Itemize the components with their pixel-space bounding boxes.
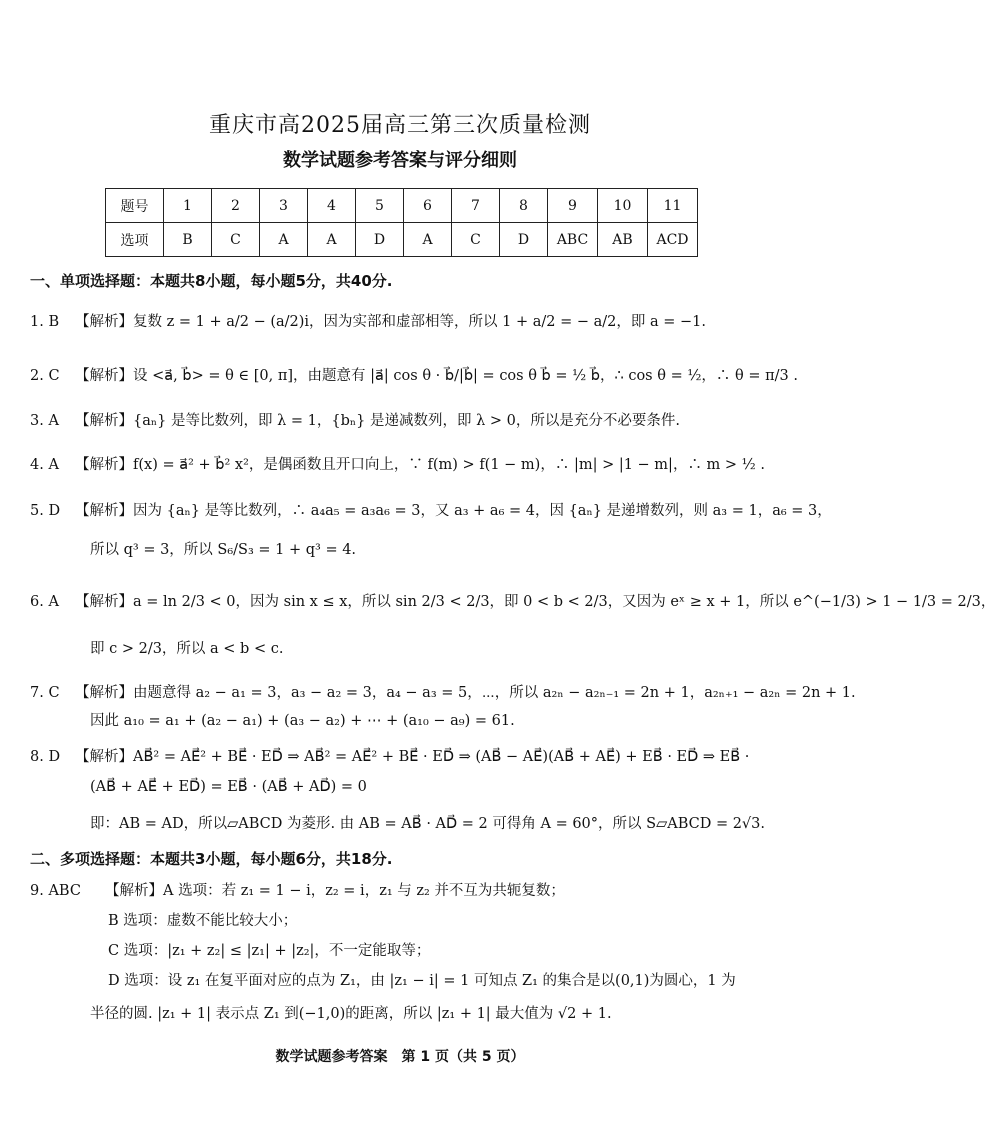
page-footer: 数学试题参考答案 第 1 页（共 5 页） (275, 1049, 525, 1065)
question-label: 5. D (30, 503, 61, 519)
solution-q9-b: B 选项：虚数不能比较大小； (108, 913, 298, 929)
solution-q4 (30, 455, 765, 475)
solution-q9-c: C 选项：|z₁ + z₂| ≤ |z₁| + |z₂|，不一定能取等； (108, 943, 431, 959)
solution-q5-cont: 所以 q³ = 3，所以 S₆/S₃ = 1 + q³ = 4. (90, 542, 357, 558)
solution-text: 【解析】f(x) = a⃗² + b⃗² x²，是偶函数且开口向上，∵ f(m) > f(1 − m)，∴ |m| > |1 − m|，∴ m > ½ . (75, 457, 765, 473)
solution-q9-d: D 选项：设 z₁ 在复平面对应的点为 Z₁，由 |z₁ − i| = 1 可知点 Z₁ 的集合是以(0,1)为圆心，1 为 (108, 973, 736, 989)
section-heading-single: 一、单项选择题：本题共8小题，每小题5分，共40分. (30, 272, 393, 290)
solution-q8 (30, 747, 749, 767)
solution-text: 【解析】a = ln 2/3 < 0，因为 sin x ≤ x，所以 sin 2/3 < 2/3，即 0 < b < 2/3，又因为 eˣ ≥ x + 1，所以 e^(−1/3) > 1 − 1/3 = 2/3， (75, 594, 995, 610)
solution-q5 (30, 501, 832, 521)
table-cell: 3 (260, 189, 308, 223)
question-label: 7. C (30, 685, 60, 701)
question-label: 6. A (30, 594, 59, 610)
solution-q3 (30, 411, 680, 431)
question-label: 9. ABC (30, 883, 81, 899)
table-cell: 7 (452, 189, 500, 223)
row-header: 选项 (106, 223, 164, 257)
table-cell: D (500, 223, 548, 257)
solution-text: 【解析】AB⃗² = AE⃗² + BE⃗ · ED⃗ ⇒ AB⃗² = AE⃗² + BE⃗ · ED⃗ ⇒ (AB⃗ − AE⃗)(AB⃗ + AE⃗) + EB⃗ · ED⃗ ⇒ EB⃗ · (75, 749, 750, 765)
solution-q9-d-cont: 半径的圆. |z₁ + 1| 表示点 Z₁ 到(−1,0)的距离，所以 |z₁ + 1| 最大值为 √2 + 1. (90, 1006, 612, 1022)
question-label: 8. D (30, 749, 61, 765)
question-label: 1. B (30, 314, 60, 330)
table-cell: 10 (598, 189, 648, 223)
table-row (106, 223, 698, 257)
table-row (106, 189, 698, 223)
table-cell: AB (598, 223, 648, 257)
table-cell: 2 (212, 189, 260, 223)
table-cell: C (212, 223, 260, 257)
section-heading-multi: 二、多项选择题：本题共3小题，每小题6分，共18分. (30, 850, 393, 868)
table-cell: 8 (500, 189, 548, 223)
row-header: 题号 (106, 189, 164, 223)
table-cell: A (260, 223, 308, 257)
table-cell: B (164, 223, 212, 257)
question-label: 3. A (30, 413, 59, 429)
question-label: 4. A (30, 457, 59, 473)
solution-q7 (30, 683, 856, 703)
table-cell: 4 (308, 189, 356, 223)
solution-text: 【解析】因为 {aₙ} 是等比数列，∴ a₄a₅ = a₃a₆ = 3，又 a₃ + a₆ = 4，因 {aₙ} 是递增数列，则 a₃ = 1，a₆ = 3， (75, 503, 832, 519)
solution-q8-cont: (AB⃗ + AE⃗ + ED⃗) = EB⃗ · (AB⃗ + AD⃗) = 0 (90, 779, 367, 795)
table-cell: 5 (356, 189, 404, 223)
table-cell: C (452, 223, 500, 257)
table-cell: A (308, 223, 356, 257)
solution-q6 (30, 592, 995, 612)
solution-q6-cont: 即 c > 2/3，所以 a < b < c. (90, 641, 284, 657)
solution-text: 【解析】{aₙ} 是等比数列，即 λ = 1，{bₙ} 是递减数列，即 λ > 0，所以是充分不必要条件. (75, 413, 680, 429)
table-cell: 11 (648, 189, 698, 223)
solution-text: 【解析】设 <a⃗, b⃗> = θ ∈ [0, π]，由题意有 |a⃗| cos θ · b⃗/|b⃗| = cos θ b⃗ = ½ b⃗，∴ cos θ = ½，∴ θ = π/3 . (75, 368, 798, 384)
table-cell: 6 (404, 189, 452, 223)
page-subtitle: 数学试题参考答案与评分细则 (283, 150, 517, 171)
solution-q2 (30, 366, 798, 386)
answer-table (105, 188, 698, 257)
solution-text: 【解析】复数 z = 1 + a/2 − (a/2)i，因为实部和虚部相等，所以 1 + a/2 = − a/2，即 a = −1. (75, 314, 706, 330)
table-cell: 9 (548, 189, 598, 223)
solution-q7-cont: 因此 a₁₀ = a₁ + (a₂ − a₁) + (a₃ − a₂) + ⋯ + (a₁₀ − a₉) = 61. (90, 713, 515, 729)
page-title: 重庆市高2025届高三第三次质量检测 (209, 113, 591, 138)
solution-q8-cont2: 即：AB = AD，所以▱ABCD 为菱形. 由 AB = AB⃗ · AD⃗ = 2 可得角 A = 60°，所以 S▱ABCD = 2√3. (90, 816, 765, 832)
table-cell: 1 (164, 189, 212, 223)
solution-q1 (30, 312, 706, 332)
table-cell: ACD (648, 223, 698, 257)
table-cell: A (404, 223, 452, 257)
solution-text: 【解析】由题意得 a₂ − a₁ = 3，a₃ − a₂ = 3，a₄ − a₃ = 5，⋯，所以 a₂ₙ − a₂ₙ₋₁ = 2n + 1，a₂ₙ₊₁ − a₂ₙ = 2n + 1. (75, 685, 856, 701)
solution-text: 【解析】A 选项：若 z₁ = 1 − i，z₂ = i，z₁ 与 z₂ 并不互为共轭复数； (105, 883, 565, 899)
table-cell: D (356, 223, 404, 257)
question-label: 2. C (30, 368, 60, 384)
table-cell: ABC (548, 223, 598, 257)
solution-q9 (30, 881, 565, 901)
